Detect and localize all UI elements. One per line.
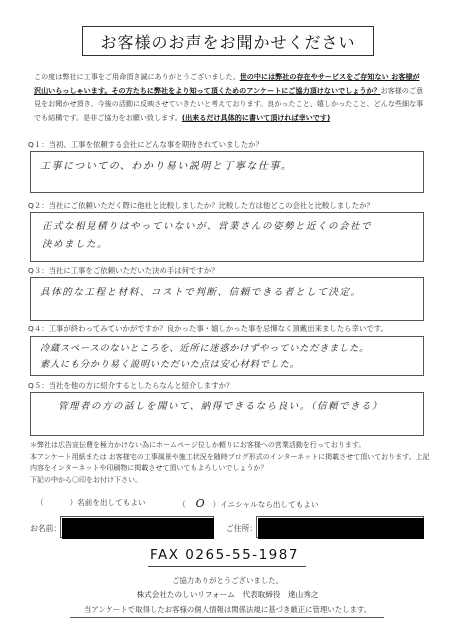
address-label: ご住所： xyxy=(226,524,258,533)
intro-text-1-bold: 世の中には弊社の存在やサービスをご存知ない お客様が沢山いらっしゃいます。その方たちに弊社をより知って頂くためのアンケートにご協力頂けないでしょうか？ xyxy=(34,72,420,95)
question-2-answer-line-2: 決めました。 xyxy=(42,239,109,250)
privacy-underline xyxy=(70,617,384,618)
thanks-text: ご協力ありがとうございました。 xyxy=(172,576,283,585)
choice-1-label: ）名前を出してもよい xyxy=(69,498,146,507)
notes-block xyxy=(30,440,430,486)
question-5-answer: 管理者の方の話しを聞いて、納得できるなら良い。（信頼できる） xyxy=(58,401,384,412)
choice-2-open: （ xyxy=(178,500,186,509)
choice-2-label: ）イニシャルなら出してもよい xyxy=(212,500,319,509)
question-2-answer-line-1: 正式な相見積りはやっていないが、営業さんの姿勢と近くの会社で xyxy=(42,221,373,232)
question-2-label: Q２：当社にご依頼いただく際に他社と比較しましたか？比較した方は他どこの会社と比較しましたか？ xyxy=(28,201,374,210)
note-1: ＊弊社は広告宣伝費を極力かけない為にホームページ位しか頼りにお客様への営業活動を行っております。 xyxy=(30,441,366,449)
choice-name-ok[interactable] xyxy=(36,497,146,508)
name-label: お名前： xyxy=(30,524,62,533)
note-2: 本アンケート用紙または お客様宅の工事風景や施工状況を随時ブログ形式のインターネットに掲載させて頂いております。上記内容をインターネットや印刷物に掲載させて頂いてもよろしいでしょうか？ xyxy=(30,452,430,472)
question-4-answer-line-1: 冷蔵スペースのないところを、近所に迷惑かけずやっていただきました。 xyxy=(40,343,370,354)
company-text: 株式会社たのしいリフォーム 代表取締役 達山秀之 xyxy=(136,590,319,599)
question-4-label: Q４：工事が終わってみていかがですか？良かった事・嬉しかった事を忌憚なく頂戴出来ましたら幸いです。 xyxy=(28,324,388,333)
choice-initial-ok[interactable] xyxy=(178,497,318,510)
question-4-answer-line-2: 素人にも分かり易く説明いただいた点は安心材料でした。 xyxy=(40,359,300,370)
question-1-answer: 工事についての、わかり易い説明と丁寧な仕事。 xyxy=(40,161,293,172)
intro-paragraph xyxy=(34,70,426,124)
question-3-label: Q３：当社に工事をご依頼いただいた決め手は何ですか？ xyxy=(28,266,219,275)
name-redaction xyxy=(62,518,214,539)
fax-underline xyxy=(148,566,306,567)
note-3: 下記の中から〇印をお付け下さい。 xyxy=(30,475,142,484)
intro-text-1: この度は弊社に工事をご用命頂き誠にありがとうございました。 xyxy=(34,72,240,81)
page-title: お客様のお声をお聞かせください xyxy=(82,26,374,56)
question-3-answer: 具体的な工程と材料、コストで判断、信頼できる者として決定。 xyxy=(40,287,362,298)
circle-mark: O xyxy=(195,497,205,510)
fax-number: FAX 0265-55-1987 xyxy=(150,547,299,563)
question-5-label: Q５：当社を他の方に紹介するとしたらなんと紹介しますか？ xyxy=(28,381,234,390)
address-redaction xyxy=(258,518,424,539)
privacy-text: 当アンケートで取得したお客様の個人情報は関係法規に基づき厳正に管理いたします。 xyxy=(83,605,372,614)
intro-text-2: お客様のご意見をお聞かせ頂き、今後の活動に反映させていきたいと考えております。良かったこと、嬉しかったこと、どんな些細な事でも結構です。是非ご協力をお願い致します。 xyxy=(34,85,424,122)
question-1-label: Q１：当初、工事を依頼する会社にどんな事を期待されていましたか？ xyxy=(28,140,263,149)
intro-text-2-bold: (出来るだけ具体的に書いて頂ければ幸いです) xyxy=(181,112,331,122)
choice-1-open: （ xyxy=(36,498,44,507)
